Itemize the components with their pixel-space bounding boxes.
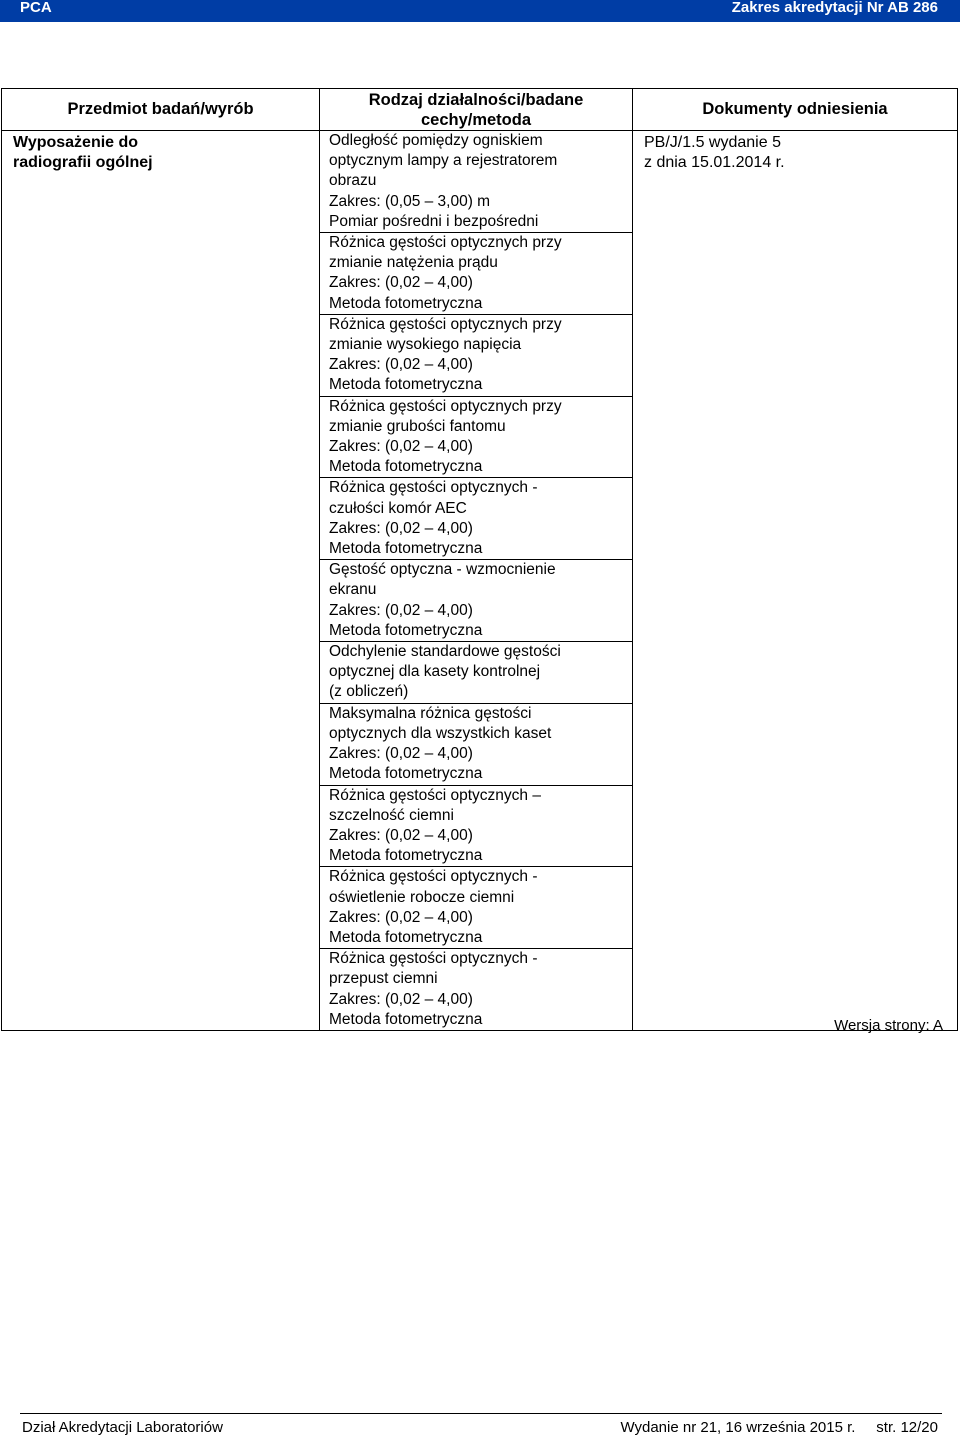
subject-cell [2, 131, 320, 1031]
parameter-line: zmianie natężenia prądu [329, 254, 498, 272]
page-version: Wersja strony: A [834, 1017, 943, 1034]
header-org: PCA [20, 0, 52, 16]
parameter-line: Różnica gęstości optycznych - [329, 479, 538, 497]
parameter-line: Różnica gęstości optycznych przy [329, 234, 562, 252]
parameter-block [320, 642, 632, 704]
header-documents-label: Dokumenty odniesienia [702, 100, 888, 118]
parameter-line: przepust ciemni [329, 970, 438, 988]
parameter-line: szczelność ciemni [329, 806, 454, 824]
header-activity-line1: Rodzaj działalności/badane [368, 91, 584, 109]
accreditation-table [1, 88, 958, 1031]
parameter-block [320, 949, 632, 1030]
parameter-line: Różnica gęstości optycznych przy [329, 315, 562, 333]
table-header-row [2, 89, 958, 131]
header-documents [633, 89, 958, 131]
parameter-line: Zakres: (0,02 – 4,00) [329, 826, 473, 844]
parameter-line: Zakres: (0,02 – 4,00) [329, 438, 473, 456]
parameter-line: optycznych dla wszystkich kaset [329, 724, 552, 742]
document-line: z dnia 15.01.2014 r. [644, 154, 785, 171]
parameter-line: Zakres: (0,02 – 4,00) [329, 274, 473, 292]
subject-line: radiografii ogólnej [13, 154, 153, 171]
parameter-line: Zakres: (0,05 – 3,00) m [329, 192, 491, 210]
parameter-line: zmianie grubości fantomu [329, 417, 506, 435]
parameter-line: ekranu [329, 581, 377, 599]
parameter-block [320, 315, 632, 397]
parameter-line: (z obliczeń) [329, 683, 409, 701]
footer-divider [20, 1413, 942, 1414]
parameter-line: Metoda fotometryczna [329, 1010, 483, 1028]
parameter-line: Zakres: (0,02 – 4,00) [329, 519, 473, 537]
header-subject-label: Przedmiot badań/wyrób [67, 100, 254, 118]
parameter-line: obrazu [329, 172, 377, 190]
parameter-line: Zakres: (0,02 – 4,00) [329, 745, 473, 763]
parameter-block [320, 131, 632, 233]
parameter-block [320, 704, 632, 786]
parameter-line: Metoda fotometryczna [329, 621, 483, 639]
header-activity [320, 89, 633, 131]
parameter-block [320, 786, 632, 868]
document-line: PB/J/1.5 wydanie 5 [644, 134, 781, 151]
parameter-line: Metoda fotometryczna [329, 294, 483, 312]
parameter-line: Maksymalna różnica gęstości [329, 704, 532, 722]
parameter-line: Różnica gęstości optycznych – [329, 786, 541, 804]
parameter-line: Metoda fotometryczna [329, 458, 483, 476]
parameter-line: Pomiar pośredni i bezpośredni [329, 212, 539, 230]
parameter-block [320, 867, 632, 949]
header-subject [2, 89, 320, 131]
footer-department: Dział Akredytacji Laboratoriów [22, 1419, 223, 1436]
parameter-line: Zakres: (0,02 – 4,00) [329, 601, 473, 619]
parameter-block [320, 397, 632, 479]
subject-line: Wyposażenie do [13, 134, 139, 151]
parameter-line: Metoda fotometryczna [329, 847, 483, 865]
header-title: Zakres akredytacji Nr AB 286 [731, 0, 938, 16]
parameter-line: Różnica gęstości optycznych przy [329, 397, 562, 415]
parameter-block [320, 560, 632, 642]
parameter-line: Zakres: (0,02 – 4,00) [329, 908, 473, 926]
parameter-block [320, 478, 632, 560]
parameter-line: Różnica gęstości optycznych - [329, 950, 538, 968]
parameter-line: oświetlenie robocze ciemni [329, 888, 515, 906]
parameter-line: Odchylenie standardowe gęstości [329, 643, 561, 661]
parameter-line: Metoda fotometryczna [329, 376, 483, 394]
parameters-cell [320, 131, 633, 1031]
parameters-list [320, 131, 632, 1030]
parameter-line: czułości komór AEC [329, 499, 467, 517]
parameter-line: Metoda fotometryczna [329, 928, 483, 946]
parameter-line: Metoda fotometryczna [329, 540, 483, 558]
parameter-line: Zakres: (0,02 – 4,00) [329, 990, 473, 1008]
parameter-line: Odległość pomiędzy ogniskiem [329, 132, 543, 149]
parameter-line: Metoda fotometryczna [329, 765, 483, 783]
parameter-line: zmianie wysokiego napięcia [329, 336, 522, 354]
parameter-line: optycznej dla kasety kontrolnej [329, 663, 541, 681]
table-row [2, 131, 958, 1031]
parameter-line: optycznym lampy a rejestratorem [329, 152, 558, 170]
parameter-line: Różnica gęstości optycznych - [329, 868, 538, 886]
parameter-block [320, 233, 632, 315]
page-header [0, 0, 960, 22]
header-activity-line2: cechy/metoda [420, 111, 532, 129]
parameter-line: Gęstość optyczna - wzmocnienie [329, 561, 556, 579]
footer-edition: Wydanie nr 21, 16 września 2015 r. str. 12/20 [620, 1419, 938, 1436]
documents-cell [633, 131, 958, 1031]
parameter-line: Zakres: (0,02 – 4,00) [329, 356, 473, 374]
